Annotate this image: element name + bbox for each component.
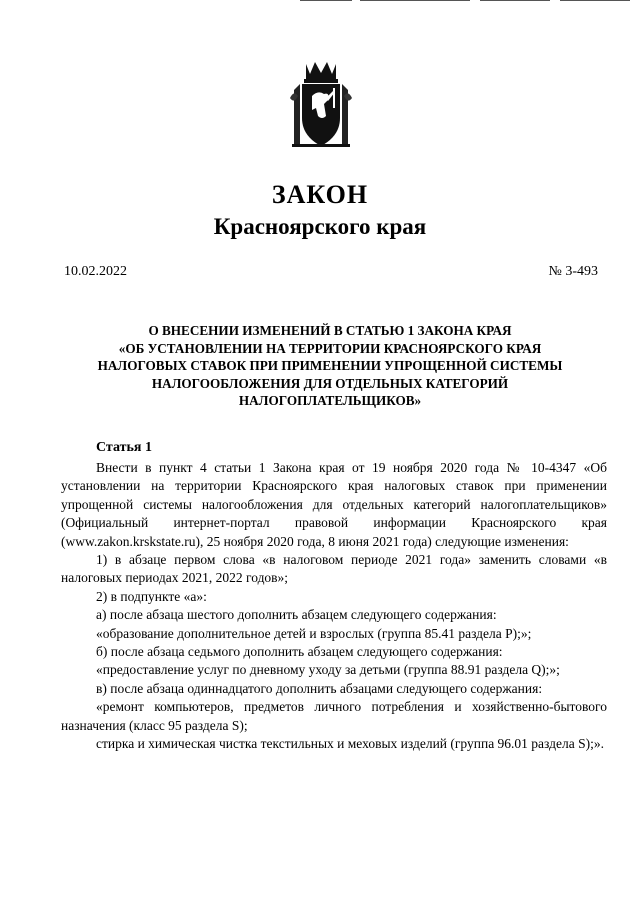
- paragraph: 2) в подпункте «а»:: [96, 588, 207, 604]
- paragraph: стирка и химическая чистка текстильных и меховых изделий (группа 96.01 раздела S);».: [96, 736, 604, 752]
- heading-line: НАЛОГОВЫХ СТАВОК ПРИ ПРИМЕНЕНИИ УПРОЩЕННОЙ СИСТЕМЫ: [97, 358, 563, 373]
- law-subtitle: Красноярского края: [213, 214, 427, 239]
- paragraph: б) после абзаца седьмого дополнить абзацем следующего содержания:: [96, 644, 503, 660]
- scan-border-line: [560, 0, 630, 1]
- scan-border-line: [360, 0, 470, 1]
- law-number: № 3-493: [548, 264, 598, 279]
- paragraph: «предоставление услуг по дневному уходу за детьми (группа 88.91 раздела Q);»;: [96, 662, 560, 678]
- scan-border-line: [300, 0, 352, 1]
- heading-line: НАЛОГОПЛАТЕЛЬЩИКОВ»: [238, 393, 422, 408]
- article-title: Статья 1: [96, 440, 152, 455]
- law-heading: [60, 322, 600, 410]
- heading-line: НАЛОГООБЛОЖЕНИЯ ДЛЯ ОТДЕЛЬНЫХ КАТЕГОРИЙ: [151, 375, 509, 391]
- paragraph: в) после абзаца одиннадцатого дополнить абзацами следующего содержания:: [96, 680, 543, 696]
- heading-line: О ВНЕСЕНИИ ИЗМЕНЕНИЙ В СТАТЬЮ 1 ЗАКОНА КРАЯ: [148, 323, 512, 338]
- law-date: 10.02.2022: [64, 264, 127, 279]
- paragraph: «образование дополнительное детей и взрослых (группа 85.41 раздела P);»;: [96, 625, 532, 641]
- coat-of-arms-emblem: [288, 60, 354, 148]
- heading-line: «ОБ УСТАНОВЛЕНИИ НА ТЕРРИТОРИИ КРАСНОЯРСКОГО КРАЯ: [118, 340, 542, 356]
- scan-border-line: [480, 0, 550, 1]
- paragraph: Внести в пункт 4 статьи 1 Закона края от 19 ноября 2020 года № 10-4347 «Об установлении на территории Красноярского края налоговых ставок при применении упрощенной системы налогообложения для отдельных категорий налогоплательщиков» (Официальный интернет-портал правовой информации Красноярского края (www.zakon.krskstate.ru), 25 ноября 2020 года, 8 июня 2021 года) следующие изменения:: [61, 460, 607, 549]
- paragraph: 1) в абзаце первом слова «в налоговом периоде 2021 года» заменить словами «в налоговых периодах 2021, 2022 годов»;: [61, 552, 607, 586]
- law-title: ЗАКОН: [271, 180, 369, 209]
- article-body: [61, 459, 607, 754]
- paragraph: а) после абзаца шестого дополнить абзацем следующего содержания:: [96, 607, 497, 623]
- paragraph: «ремонт компьютеров, предметов личного потребления и хозяйственно-бытового назначения (класс 95 раздела S);: [61, 699, 607, 733]
